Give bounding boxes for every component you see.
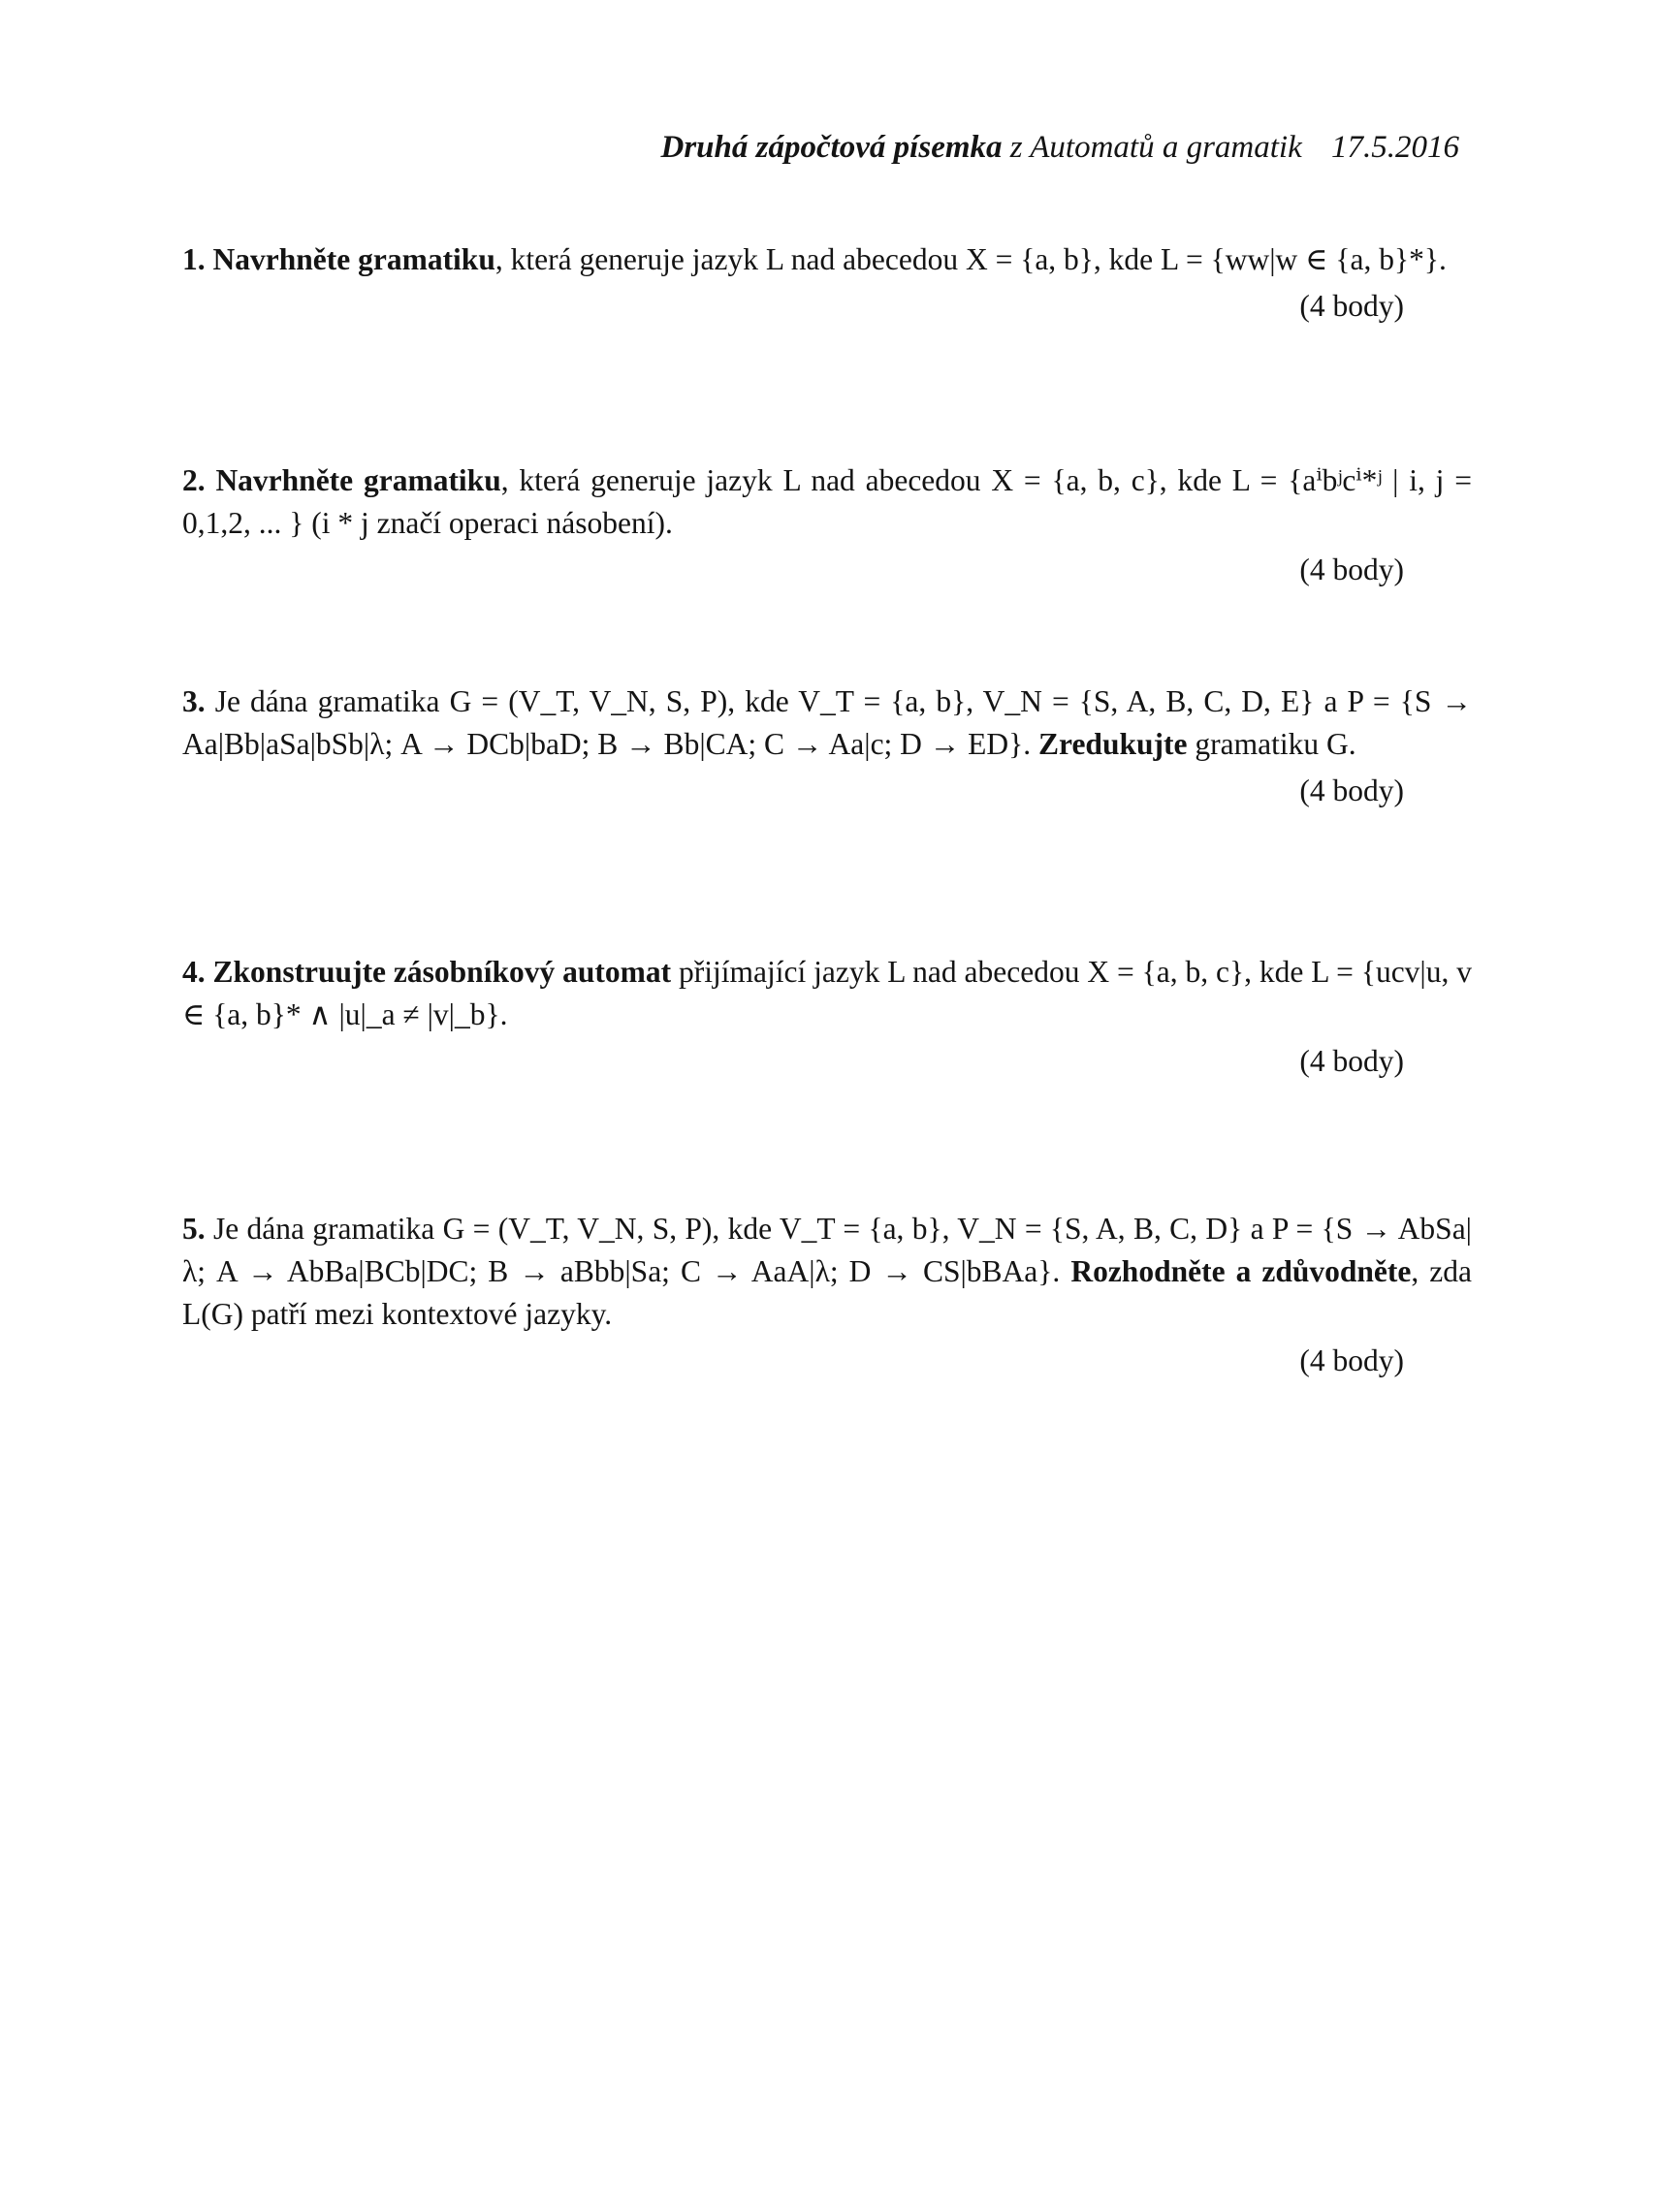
task-number: 3. (182, 684, 206, 718)
exam-header (582, 130, 1459, 166)
task-body-end: , zda L(G) patří mezi kontextové jazyky. (182, 1254, 1473, 1331)
task-number: 2. (182, 463, 206, 497)
exam-subtitle: z Automatů a gramatik (1009, 130, 1302, 165)
exam-date: 17.5.2016 (1331, 130, 1459, 165)
task-5-text (182, 1208, 1472, 1336)
task-number: 1. (182, 242, 206, 276)
task-3 (182, 680, 1472, 812)
task-instruction: Navrhněte gramatiku (212, 242, 495, 276)
task-2-text (182, 459, 1472, 545)
task-body: Je dána gramatika G = (V_T, V_N, S, P), kde V_T = {a, b}, V_N = {S, A, B, C, D} a P = {S → AbSa|λ; A → AbBa|BCb|DC; B → aBbb|Sa; C → AaA|λ; D → CS|bBAa}. (182, 1212, 1472, 1288)
task-instruction: Zredukujte (1038, 727, 1188, 761)
task-4 (182, 951, 1472, 1083)
task-5 (182, 1208, 1472, 1382)
exam-title: Druhá zápočtová písemka (660, 130, 1003, 165)
task-2 (182, 459, 1472, 591)
task-points: (4 body) (1299, 289, 1404, 323)
task-points: (4 body) (1299, 1044, 1404, 1078)
task-instruction: Navrhněte gramatiku (215, 463, 501, 497)
task-points: (4 body) (1299, 553, 1404, 586)
task-body-end: gramatiku G. (1195, 727, 1356, 761)
task-3-text (182, 680, 1472, 766)
task-body: Je dána gramatika G = (V_T, V_N, S, P), kde V_T = {a, b}, V_N = {S, A, B, C, D, E} a P = {S → Aa|Bb|aSa|bSb|λ; A → DCb|baD; B → Bb|CA; C → Aa|c; D → ED}. (182, 684, 1473, 761)
task-points: (4 body) (1299, 774, 1404, 807)
task-instruction: Rozhodněte a zdůvodněte (1070, 1254, 1412, 1288)
task-body: , která generuje jazyk L nad abecedou X = {a, b}, kde L = {ww|w ∈ {a, b}*}. (494, 242, 1447, 276)
task-1-text (182, 238, 1472, 281)
task-body: , která generuje jazyk L nad abecedou X = {a, b, c}, kde L = {aⁱbʲcⁱ*ʲ | i, j = 0,1,2, ... } (i * j značí operaci násobení). (182, 463, 1472, 540)
task-number: 4. (182, 955, 206, 989)
task-4-text (182, 951, 1472, 1036)
task-1 (182, 238, 1472, 328)
task-instruction: Zkonstruujte zásobníkový automat (212, 955, 672, 989)
task-body: přijímající jazyk L nad abecedou X = {a, b, c}, kde L = {ucv|u, v ∈ {a, b}* ∧ |u|_a ≠ |v|_b}. (182, 955, 1473, 1031)
task-number: 5. (182, 1212, 206, 1246)
task-points: (4 body) (1299, 1343, 1404, 1377)
